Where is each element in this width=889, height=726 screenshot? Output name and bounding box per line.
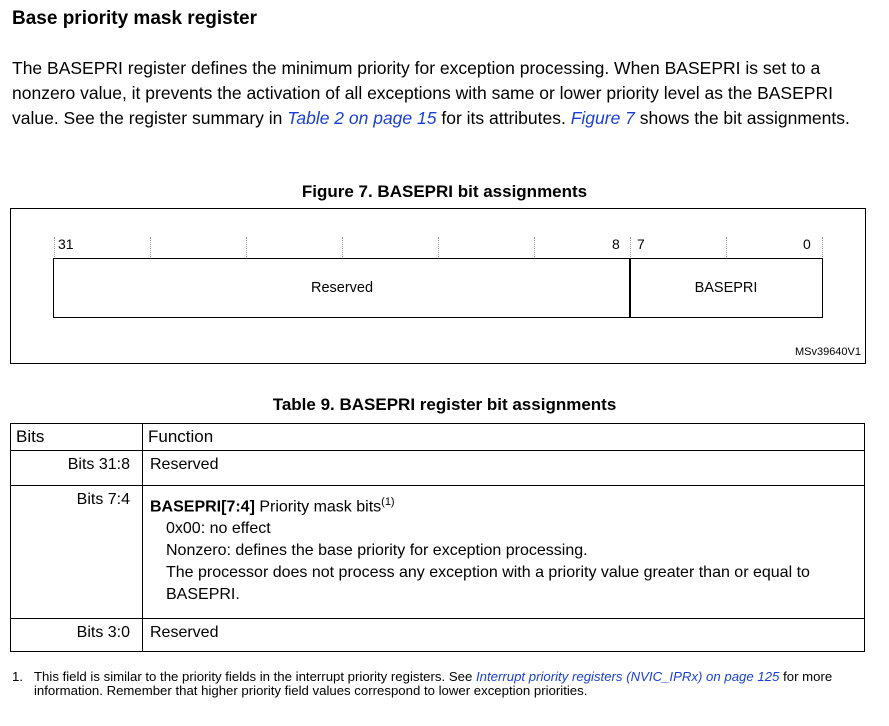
bit-tick: [630, 237, 631, 257]
basepri-field-label: BASEPRI: [694, 280, 758, 296]
figure-caption: Figure 7. BASEPRI bit assignments: [301, 182, 588, 201]
section-title: Base priority mask register: [12, 8, 258, 29]
bit-assignments-table: [10, 423, 865, 652]
intro-text-2: for its attributes.: [436, 108, 571, 128]
figure-7-link[interactable]: Figure 7: [570, 108, 635, 128]
function-cell: Reserved: [143, 619, 865, 652]
bits-cell: Bits 31:8: [11, 451, 143, 486]
nvic-ipr-link[interactable]: Interrupt priority registers (NVIC_IPRx) on page 125: [475, 669, 780, 684]
footnote-text-2: for more information. Remember that higher priority field values correspond to lower exception priorities.: [34, 669, 833, 698]
detail-line: 0x00: no effect: [166, 520, 271, 538]
bit-tick: [150, 237, 151, 257]
bit-tick: [822, 237, 823, 257]
bit-label-7: 7: [637, 236, 645, 252]
reserved-field: [53, 258, 631, 318]
intro-paragraph: [12, 56, 882, 131]
basepri-field: [629, 258, 823, 318]
bit-tick: [534, 237, 535, 257]
bit-label-8: 8: [612, 236, 620, 252]
table-row: [11, 619, 865, 652]
bit-label-31: 31: [58, 236, 74, 252]
function-cell: [143, 486, 865, 619]
bit-tick: [726, 237, 727, 257]
footnote-text: [34, 670, 874, 698]
footnote-number: 1.: [12, 669, 23, 684]
bit-tick: [246, 237, 247, 257]
header-function: Function: [143, 424, 865, 451]
field-name: BASEPRI[7:4]: [150, 498, 255, 516]
field-description: Priority mask bits: [254, 498, 382, 516]
table-caption: Table 9. BASEPRI register bit assignments: [272, 395, 617, 414]
bit-tick: [54, 237, 55, 257]
table-row: [11, 451, 865, 486]
bits-cell: Bits 7:4: [11, 486, 143, 619]
footnote-ref[interactable]: (1): [381, 496, 395, 508]
table-2-link[interactable]: Table 2 on page 15: [287, 108, 437, 128]
bit-label-0: 0: [803, 236, 811, 252]
intro-text-3: shows the bit assignments.: [634, 108, 850, 128]
function-title: [150, 491, 857, 518]
detail-line: Nonzero: defines the base priority for exception processing.: [166, 542, 588, 560]
function-cell: Reserved: [143, 451, 865, 486]
footnote-text-1: This field is similar to the priority fields in the interrupt priority registers. See: [34, 669, 476, 684]
detail-line: The processor does not process any exception with a priority value greater than or equal to BASEPRI.: [166, 564, 810, 604]
bit-tick: [438, 237, 439, 257]
table-header-row: [11, 424, 865, 451]
bits-cell: Bits 3:0: [11, 619, 143, 652]
table-row: [11, 486, 865, 619]
figure-id: MSv39640V1: [794, 346, 861, 358]
header-bits: Bits: [11, 424, 143, 451]
intro-text-1: The BASEPRI register defines the minimum priority for exception processing. When BASEPRI is set to a nonzero value, it prevents the activation of all exceptions with same or lower priority level as the BASEPRI value. See the register summary in: [12, 58, 833, 128]
bit-tick: [342, 237, 343, 257]
reserved-field-label: Reserved: [310, 280, 374, 296]
